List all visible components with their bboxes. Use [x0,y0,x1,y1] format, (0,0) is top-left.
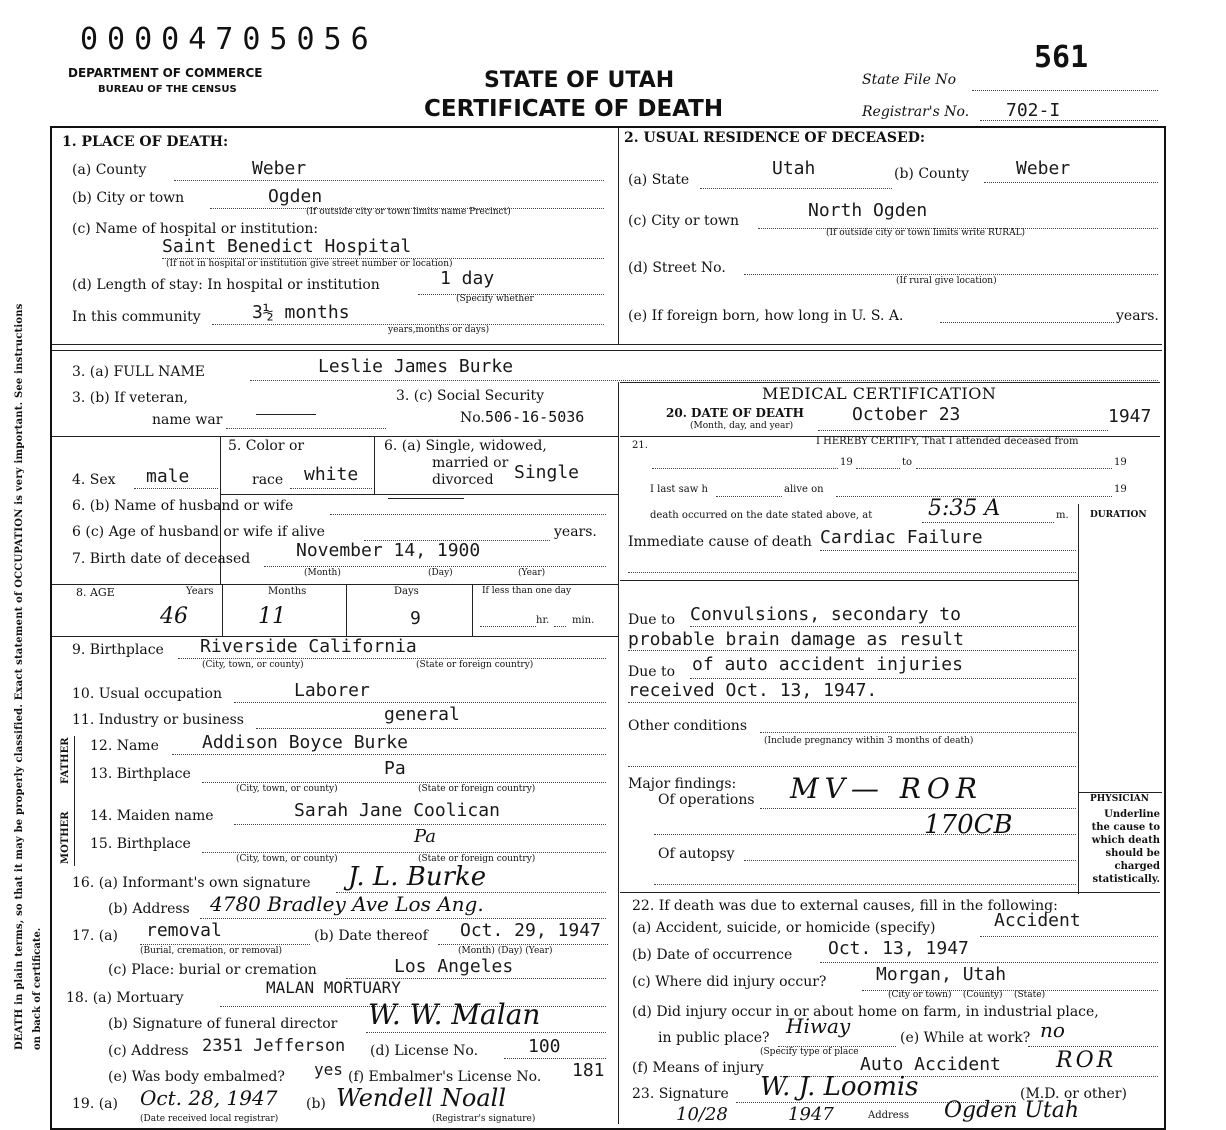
death-year-value: 1947 [1108,406,1152,427]
death-city-note: (If outside city or town limits name Precinct) [306,207,511,217]
race-value: white [304,464,359,485]
father-name-label: 12. Name [90,738,159,754]
occurred-label: death occurred on the date stated above, at [650,510,873,521]
department-line: DEPARTMENT OF COMMERCE [68,66,263,80]
burial-place-value: Los Angeles [394,956,514,977]
father-name-value: Addison Boyce Burke [202,732,408,753]
operations-label: Of operations [658,792,755,808]
death-date-note: (Month, day, and year) [690,421,794,431]
res-county-label: (b) County [894,166,970,182]
industry-label: 11. Industry or business [72,712,244,728]
death-time-value: 5:35 A [928,496,1001,521]
director-sig-label: (b) Signature of funeral director [108,1016,338,1032]
age-months-value: 11 [258,604,286,629]
state-file-label: State File No [862,72,957,88]
at-work-value: no [1040,1018,1065,1042]
due-to-value-1a: Convulsions, secondary to [690,604,961,625]
full-name-value: Leslie James Burke [318,356,514,377]
veteran-label: 3. (b) If veteran, [72,390,188,406]
embalmer-license-value: 181 [572,1060,605,1081]
hospital-label: (c) Name of hospital or institution: [72,221,319,237]
public-place-label: in public place? [658,1030,770,1046]
injury-place-label: (d) Did injury occur in or about home on farm, in industrial place, [632,1004,1099,1020]
disposal-date-note: (Month) (Day) (Year) [458,946,553,956]
age-days-value: 9 [410,608,421,629]
disposal-date-label: (b) Date thereof [314,928,428,944]
injury-place-note: (Specify type of place [760,1047,859,1057]
m-label: m. [1056,510,1069,521]
stay-label: (d) Length of stay: In hospital or institution [72,277,380,293]
certify-text: I HEREBY CERTIFY, That I attended deceased from [816,436,1079,447]
physician-instructions: Underline the cause to which death should be charged statistically. [1091,809,1160,885]
informant-address-value: 4780 Bradley Ave Los Ang. [210,892,484,916]
birthplace-note-city: (City, town, or county) [202,660,304,670]
res-city-value: North Ogden [808,200,928,221]
min-label: min. [572,615,595,626]
marital-label-2: married or [432,455,509,471]
means-note: ROR [1056,1048,1117,1073]
ssn-no-label: No. [460,410,485,426]
birth-date-label: 7. Birth date of deceased [72,551,251,567]
mortuary-value: MALAN MORTUARY [266,978,401,997]
stay-hospital-value: 1 day [440,268,495,289]
embalmed-label: (e) Was body embalmed? [108,1069,285,1085]
received-label: 19. (a) [72,1096,118,1112]
director-signature: W. W. Malan [368,998,541,1031]
res-street-note: (If rural give location) [896,276,997,286]
to-label: to [902,457,913,468]
community-label: In this community [72,309,201,325]
license-label: (d) License No. [370,1043,479,1059]
full-name-label: 3. (a) FULL NAME [72,364,205,380]
father-city-note: (City, town, or county) [236,784,338,794]
birth-month-note: (Month) [304,568,341,578]
death-date-label: 20. DATE OF DEATH [666,406,804,420]
duration-label: DURATION [1090,510,1147,520]
father-birthplace-label: 13. Birthplace [90,766,191,782]
birth-date-value: November 14, 1900 [296,540,481,561]
signature-date: 10/28 [676,1104,728,1125]
signature-year: 1947 [788,1104,834,1125]
physician-address-value: Ogden Utah [944,1098,1080,1123]
physician-label: PHYSICIAN [1090,794,1149,804]
registrar-note: (Registrar's signature) [432,1114,536,1124]
margin-instructions: DEATH in plain terms, so that it may be properly classified. Exact statement of OCCUPATION is very important. See instructions [14,303,25,1050]
race-label: race [252,472,284,488]
death-date-value: October 23 [852,404,961,425]
other-conditions-label: Other conditions [628,718,748,734]
marital-value: Single [514,462,580,483]
registrar-signature: Wendell Noall [336,1084,507,1112]
registrar-label: Registrar's No. [862,104,970,120]
res-city-label: (c) City or town [628,213,740,229]
occurrence-value: Oct. 13, 1947 [828,938,969,959]
birth-day-note: (Day) [428,568,453,578]
ssn-value: 506-16-5036 [485,408,585,426]
specify-note: (Specify whether [456,294,534,304]
industry-value: general [384,704,460,725]
accident-type-label: (a) Accident, suicide, or homicide (specify) [632,920,936,936]
state-file-number: 561 [1034,40,1089,75]
last-saw-label: I last saw h [650,484,708,495]
years-label: Years [186,586,214,597]
major-findings-label: Major findings: [628,776,737,792]
mother-side-label: MOTHER [60,811,71,864]
received-note: (Date received local registrar) [140,1114,279,1124]
res-state-value: Utah [772,158,816,179]
physician-signature: W. J. Loomis [760,1072,919,1102]
father-birthplace-value: Pa [384,758,406,779]
res-county-value: Weber [1016,158,1071,179]
nineteen-1: 19 [840,457,853,468]
father-side-label: FATHER [60,737,71,784]
injury-where-label: (c) Where did injury occur? [632,974,827,990]
days-label: Days [394,586,419,597]
informant-signature: J. L. Burke [348,862,487,892]
injury-where-value: Morgan, Utah [876,964,1007,985]
death-county-value: Weber [252,158,307,179]
community-value: 3½ months [252,302,350,323]
birthplace-value: Riverside California [200,636,417,657]
mother-city-note: (City, town, or county) [236,854,338,864]
mother-birthplace-value: Pa [414,826,437,847]
death-city-label: (b) City or town [72,190,185,206]
mortuary-address-value: 2351 Jefferson [202,1036,346,1056]
marital-label-3: divorced [432,472,494,488]
spouse-name-label: 6. (b) Name of husband or wife [72,498,294,514]
birthplace-label: 9. Birthplace [72,642,164,658]
physician-address-label: Address [868,1110,909,1121]
received-date-value: Oct. 28, 1947 [140,1086,278,1110]
operations-value: MV— ROR [790,772,983,805]
registrar-number: 702-I [1006,100,1061,121]
spouse-age-suffix: years. [554,524,597,540]
registrar-sig-label: (b) [306,1096,326,1112]
informant-address-label: (b) Address [108,901,190,917]
disposal-label: 17. (a) [72,928,118,944]
occurrence-label: (b) Date of occurrence [632,947,793,963]
res-street-label: (d) Street No. [628,260,726,276]
means-label: (f) Means of injury [632,1060,764,1076]
foreign-suffix: years. [1116,308,1159,324]
operations-value-2: 170CB [924,810,1013,840]
nineteen-2: 19 [1114,457,1127,468]
at-work-label: (e) While at work? [900,1030,1031,1046]
md-label: (M.D. or other) [1020,1086,1127,1102]
embalmed-value: yes [314,1060,343,1079]
due-to-value-1b: probable brain damage as result [628,629,964,650]
mortuary-label: 18. (a) Mortuary [66,990,184,1006]
other-conditions-note: (Include pregnancy within 3 months of death) [764,736,974,746]
color-label: 5. Color or [228,438,305,454]
months-label: Months [268,586,307,597]
sex-label: 4. Sex [72,472,116,488]
less-day-label: If less than one day [482,586,572,596]
occupation-value: Laborer [294,680,370,701]
alive-on-label: alive on [784,484,824,495]
informant-sig-label: 16. (a) Informant's own signature [72,875,311,891]
accident-type-value: Accident [994,910,1081,931]
age-label: 8. AGE [76,586,115,599]
hr-label: hr. [536,615,550,626]
age-years-value: 46 [160,604,188,629]
death-county-label: (a) County [72,162,147,178]
mother-state-note: (State or foreign country) [418,854,536,864]
hospital-value: Saint Benedict Hospital [162,236,412,257]
occupation-label: 10. Usual occupation [72,686,222,702]
disposal-value: removal [146,920,222,941]
due-to-label-2: Due to [628,664,676,680]
burial-place-label: (c) Place: burial or cremation [108,962,317,978]
veteran-war-label: name war [152,412,223,428]
residence-heading: 2. USUAL RESIDENCE OF DECEASED: [624,130,926,146]
sex-value: male [146,466,190,487]
marital-label: 6. (a) Single, widowed, [384,438,547,454]
community-note: years,months or days) [388,325,490,335]
birthplace-note-state: (State or foreign country) [416,660,534,670]
birth-year-note: (Year) [518,568,546,578]
certificate-title: CERTIFICATE OF DEATH [424,96,724,122]
mother-birthplace-label: 15. Birthplace [90,836,191,852]
means-value: Auto Accident [860,1054,1001,1075]
mother-maiden-label: 14. Maiden name [90,808,214,824]
hospital-note: (If not in hospital or institution give street number or location) [166,259,453,269]
state-title: STATE OF UTAH [484,68,675,93]
disposal-note: (Burial, cremation, or removal) [140,946,283,956]
injury-place-value: Hiway [786,1014,851,1038]
due-to-value-2b: received Oct. 13, 1947. [628,680,878,701]
mother-maiden-value: Sarah Jane Coolican [294,800,500,821]
autopsy-label: Of autopsy [658,846,735,862]
ssn-label: 3. (c) Social Security [396,388,545,404]
death-city-value: Ogden [268,186,323,207]
immediate-cause-value: Cardiac Failure [820,527,983,548]
injury-where-note: (City or town) (County) (State) [888,990,1046,1000]
spouse-age-label: 6 (c) Age of husband or wife if alive [72,524,325,540]
cert-number: 21. [632,440,648,451]
foreign-label: (e) If foreign born, how long in U. S. A. [628,308,904,324]
nineteen-3: 19 [1114,484,1127,495]
disposal-date-value: Oct. 29, 1947 [460,920,601,941]
bureau-line: BUREAU OF THE CENSUS [98,84,237,95]
medical-cert-heading: MEDICAL CERTIFICATION [762,384,997,403]
res-state-label: (a) State [628,172,690,188]
res-city-note: (If outside city or town limits write RURAL) [826,228,1026,238]
margin-instructions-2: on back of certificate. [32,927,43,1050]
due-to-label-1: Due to [628,612,676,628]
external-heading: 22. If death was due to external causes, fill in the following: [632,898,1058,914]
father-state-note: (State or foreign country) [418,784,536,794]
serial-number: 00004705056 [80,22,378,57]
due-to-value-2a: of auto accident injuries [692,654,963,675]
physician-sig-label: 23. Signature [632,1086,729,1102]
mortuary-address-label: (c) Address [108,1043,189,1059]
place-of-death-heading: 1. PLACE OF DEATH: [62,134,229,150]
embalmer-license-label: (f) Embalmer's License No. [348,1069,542,1085]
license-value: 100 [528,1036,561,1057]
immediate-cause-label: Immediate cause of death [628,534,812,550]
